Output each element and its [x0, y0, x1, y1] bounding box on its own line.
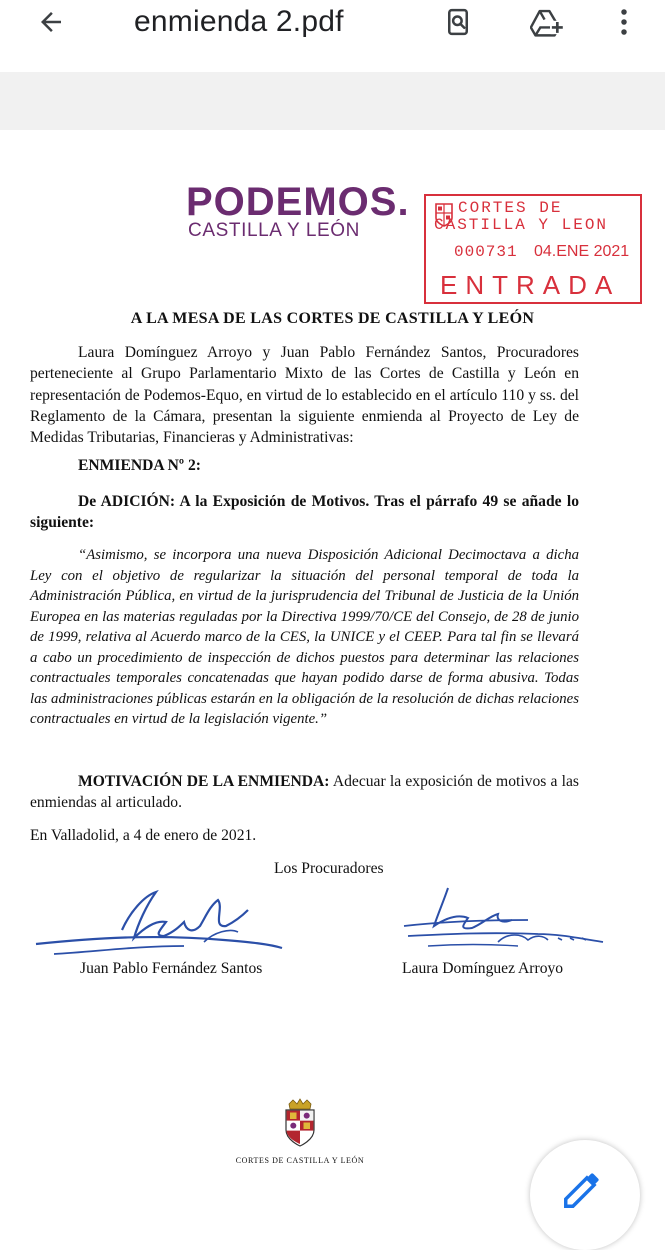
page-gap	[0, 72, 665, 130]
enmienda-label: ENMIENDA Nº 2:	[78, 457, 201, 474]
signer-2-name: Laura Domínguez Arroyo	[402, 960, 564, 977]
place-and-date: En Valladolid, a 4 de enero de 2021.	[30, 827, 257, 844]
signer-1-name: Juan Pablo Fernández Santos	[80, 960, 263, 977]
signature-2	[398, 880, 608, 965]
stamp-date: 04.ENE 2021	[534, 243, 630, 260]
motivacion-label: MOTIVACIÓN DE LA ENMIENDA:	[78, 773, 330, 790]
document-heading: A LA MESA DE LAS CORTES DE CASTILLA Y LEÓN	[130, 310, 535, 327]
search-in-document-button[interactable]	[434, 0, 482, 44]
edit-pencil-icon	[560, 1166, 606, 1212]
logo-dot: .	[397, 180, 410, 224]
signers-heading: Los Procuradores	[274, 860, 384, 877]
entry-stamp	[424, 194, 642, 304]
stamp-number: 000731	[454, 243, 518, 261]
logo-subtitle: CASTILLA Y LEÓN	[188, 220, 360, 241]
stamp-entrada: ENTRADA	[440, 270, 621, 300]
motivacion-paragraph	[30, 771, 579, 814]
adicion-paragraph: De ADICIÓN: A la Exposición de Motivos. Tras el párrafo 49 se añade lo siguiente:	[30, 493, 579, 532]
stamp-line1: CORTES DE	[458, 199, 563, 217]
arrow-back-icon	[36, 7, 66, 37]
search-document-icon	[443, 7, 473, 37]
intro-paragraph: Laura Domínguez Arroyo y Juan Pablo Fernández Santos, Procuradores perteneciente al Grupo Parlamentario Mixto de las Cortes de Castilla y León en representación de Podemos-Equo, en virtud de lo establecido en el artículo 110 y ss. del Reglamento de la Cámara, presentan la siguiente enmienda al Proyecto de Ley de Medidas Tributarias, Financieras y Administrativas:	[30, 344, 579, 447]
more-options-button[interactable]	[600, 0, 648, 44]
pdf-page	[0, 130, 665, 1200]
add-to-drive-icon	[530, 7, 564, 37]
footer-text: CORTES DE CASTILLA Y LEÓN	[235, 1156, 365, 1165]
podemos-logo	[186, 180, 410, 224]
quoted-text: “Asimismo, se incorpora una nueva Disposición Adicional Decimoctava a dicha Ley con el objetivo de regularizar la situación del personal temporal de toda la Administración Pública, en virtud de la jurisprudencia del Tribunal de Justicia de la Unión Europea en las materias reguladas por la Directiva 1999/70/CE del Consejo, de 28 de junio de 1999, relativa al Acuerdo marco de la CES, la UNICE y el CEEP. Para tal fin se llevará a cabo un procedimiento de inspección de dichos puestos para determinar las relaciones contractuales temporales concatenadas que hayan podido darse de forma abusiva. Todas las administraciones públicas estarán en la obligación de la resolución de dichas relaciones contractuales en virtud de la legislación vigente.”	[30, 547, 579, 727]
signature-1	[34, 882, 284, 972]
logo-main-text: PODEMOS	[186, 180, 398, 224]
motivacion-text: Adecuar la exposición de motivos a las enmiendas al articulado.	[30, 773, 579, 812]
cortes-crest-icon	[281, 1098, 319, 1148]
more-vert-icon	[618, 7, 630, 37]
add-to-drive-button[interactable]	[523, 0, 571, 44]
back-button[interactable]	[26, 0, 76, 44]
stamp-line2: CASTILLA Y LEON	[434, 216, 609, 234]
document-title: enmienda 2.pdf	[134, 5, 344, 38]
edit-fab-button[interactable]	[530, 1140, 640, 1250]
app-bar	[0, 0, 665, 72]
